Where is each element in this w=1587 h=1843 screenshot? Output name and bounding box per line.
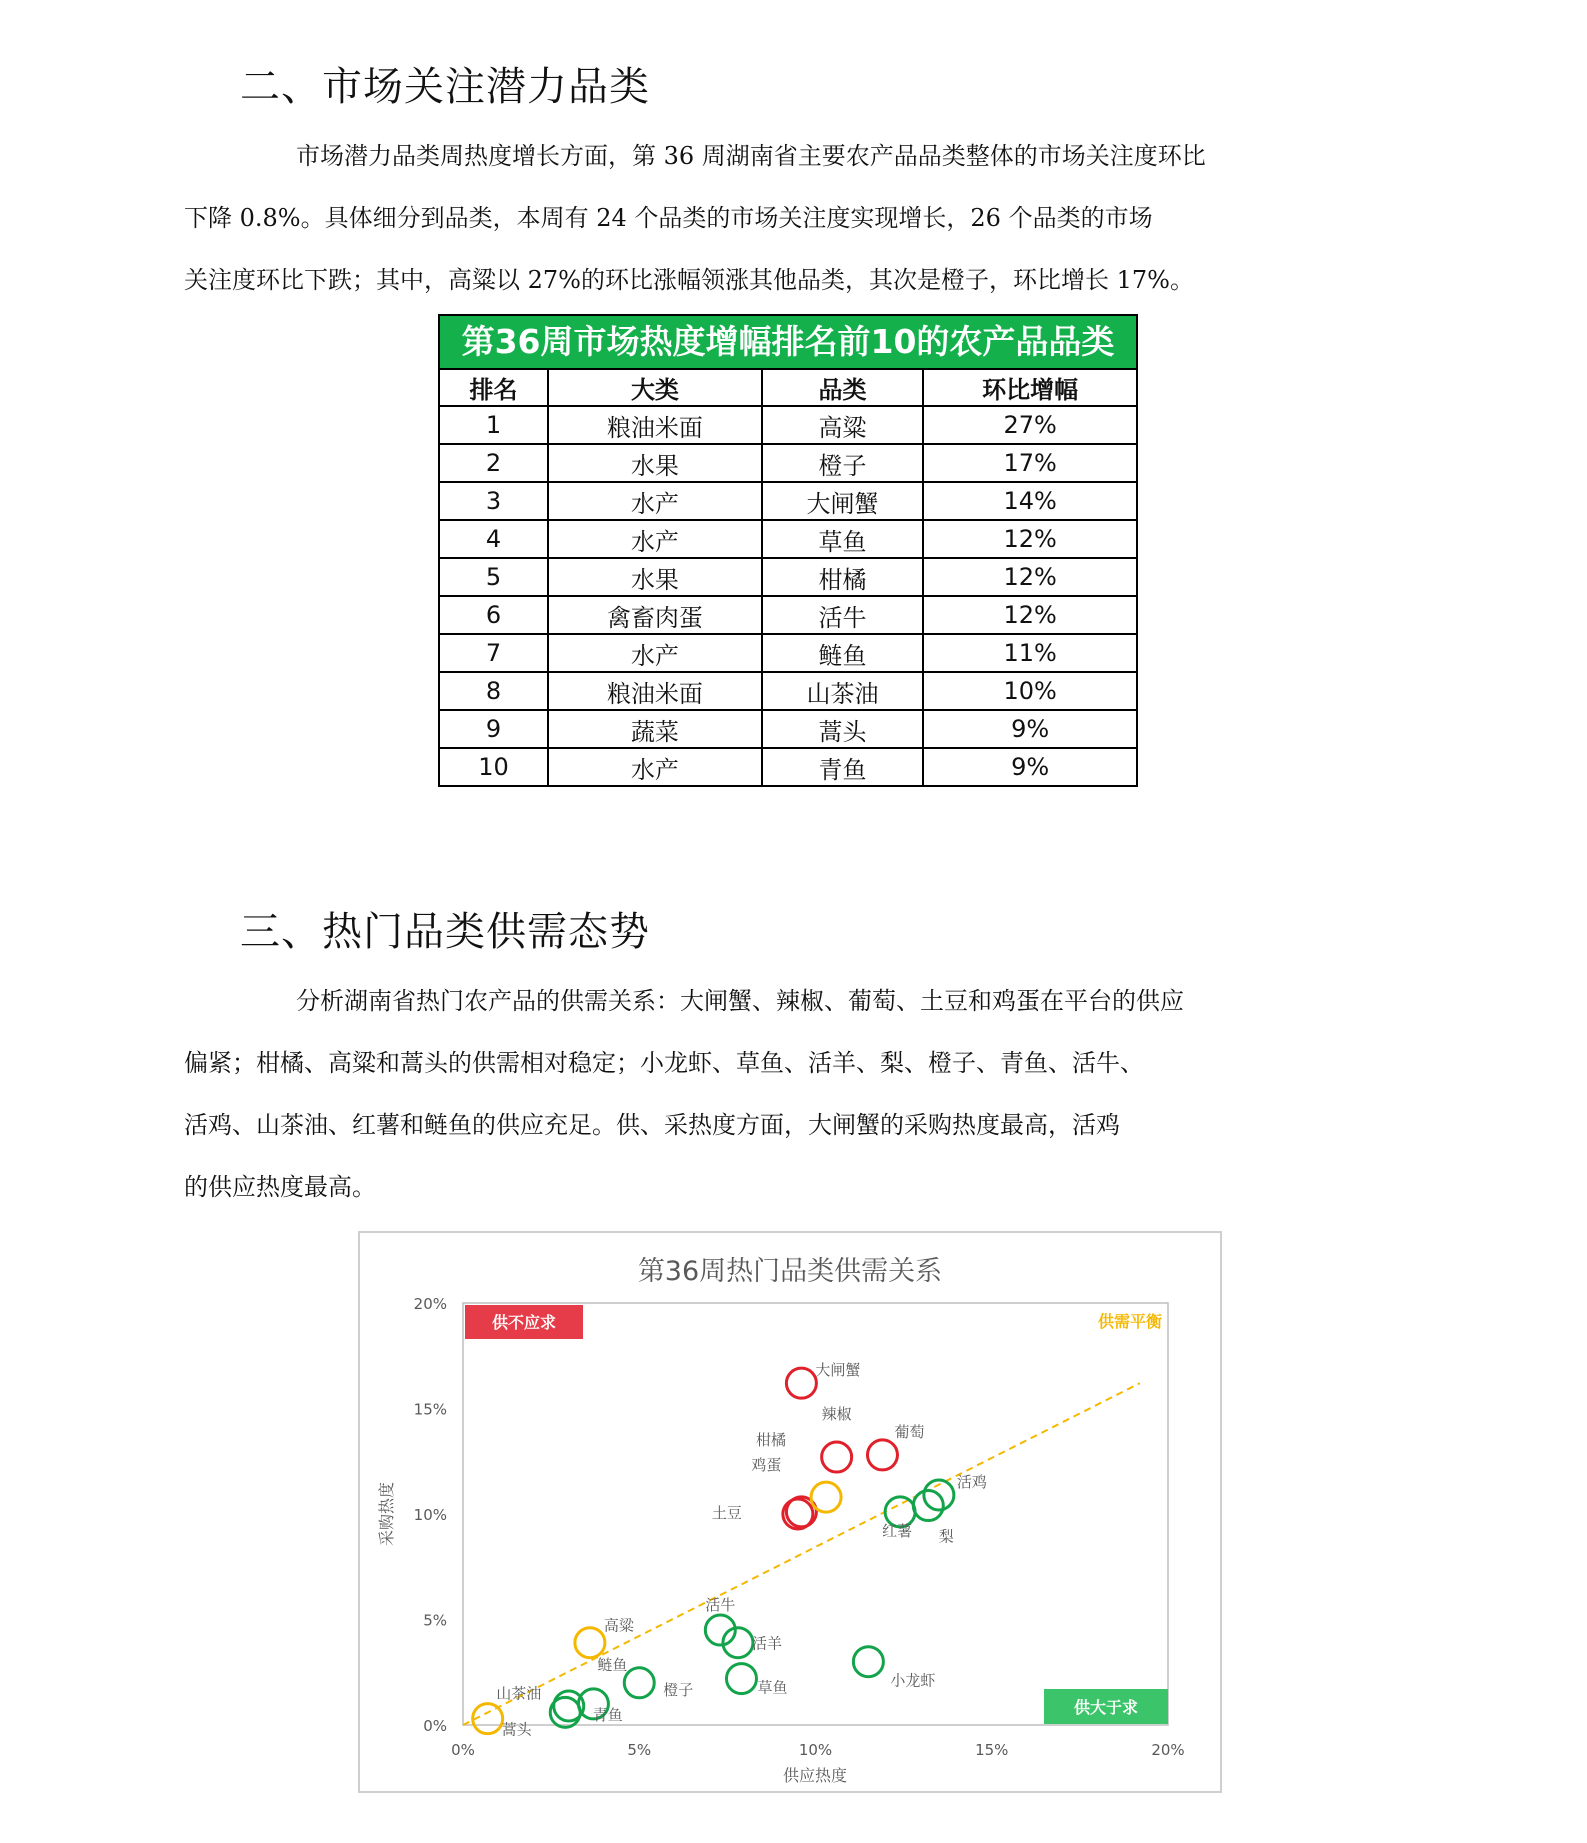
table-cell: 活牛 — [762, 596, 923, 634]
table-cell: 大闸蟹 — [762, 482, 923, 520]
scatter-point — [853, 1647, 883, 1677]
table-row — [439, 406, 1137, 444]
growth-table — [438, 368, 1138, 787]
table-row — [439, 634, 1137, 672]
table-row — [439, 748, 1137, 786]
surplus-badge-label: 供大于求 — [1073, 1698, 1139, 1717]
table-header: 品类 — [762, 369, 923, 406]
table-header-row — [439, 369, 1137, 406]
x-tick-label: 0% — [451, 1741, 475, 1759]
scatter-point — [575, 1628, 605, 1658]
x-tick-label: 10% — [798, 1741, 833, 1759]
table-cell: 水果 — [548, 558, 762, 596]
table-cell: 粮油米面 — [548, 672, 762, 710]
table-cell: 山茶油 — [762, 672, 923, 710]
table-cell: 禽畜肉蛋 — [548, 596, 762, 634]
y-tick-label: 15% — [413, 1400, 447, 1419]
table-row — [439, 482, 1137, 520]
table-row — [439, 710, 1137, 748]
table-cell: 1 — [439, 406, 548, 444]
paragraph-line: 下降 0.8%。具体细分到品类，本周有 24 个品类的市场关注度实现增长，26 个品类的市场 — [184, 204, 1153, 232]
section-paragraph-supply-demand — [184, 970, 1360, 1218]
point-label: 草鱼 — [757, 1678, 788, 1697]
x-tick-label: 15% — [975, 1741, 1009, 1759]
table-cell: 青鱼 — [762, 748, 923, 786]
table-cell: 高粱 — [762, 406, 923, 444]
paragraph-line: 偏紧；柑橘、高粱和蒿头的供需相对稳定；小龙虾、草鱼、活羊、梨、橙子、青鱼、活牛、 — [184, 1049, 1144, 1077]
table-cell: 草鱼 — [762, 520, 923, 558]
point-label: 红薯 — [882, 1521, 913, 1540]
table-cell: 2 — [439, 444, 548, 482]
shortage-badge-label: 供不应求 — [491, 1313, 557, 1332]
table-row — [439, 520, 1137, 558]
table-row — [439, 444, 1137, 482]
point-label: 鲢鱼 — [597, 1655, 628, 1674]
table-cell: 17% — [923, 444, 1137, 482]
table-cell: 9% — [923, 748, 1137, 786]
paragraph-line: 的供应热度最高。 — [184, 1173, 376, 1201]
table-cell: 10% — [923, 672, 1137, 710]
table-row — [439, 558, 1137, 596]
table-title: 第36周市场热度增幅排名前10的农产品品类 — [438, 314, 1138, 368]
point-label: 柑橘 — [756, 1431, 787, 1450]
table-cell: 柑橘 — [762, 558, 923, 596]
table-cell: 10 — [439, 748, 548, 786]
table-row — [439, 596, 1137, 634]
scatter-point — [811, 1482, 841, 1512]
table-cell: 水产 — [548, 748, 762, 786]
table-header: 大类 — [548, 369, 762, 406]
paragraph-line: 市场潜力品类周热度增长方面，第 36 周湖南省主要农产品品类整体的市场关注度环比 — [296, 142, 1206, 170]
table-cell: 粮油米面 — [548, 406, 762, 444]
table-cell: 蒿头 — [762, 710, 923, 748]
y-tick-label: 5% — [423, 1611, 447, 1630]
paragraph-line: 关注度环比下跌；其中，高粱以 27%的环比涨幅领涨其他品类，其次是橙子，环比增长 17%。 — [184, 266, 1194, 294]
table-cell: 6 — [439, 596, 548, 634]
table-cell: 水产 — [548, 520, 762, 558]
scatter-point — [786, 1368, 816, 1398]
table-cell: 27% — [923, 406, 1137, 444]
point-label: 土豆 — [711, 1504, 742, 1522]
table-cell: 4 — [439, 520, 548, 558]
section-heading-market-potential: 二、市场关注潜力品类 — [240, 64, 650, 110]
table-row — [439, 672, 1137, 710]
table-cell: 水果 — [548, 444, 762, 482]
table-header: 排名 — [439, 369, 548, 406]
scatter-point — [867, 1440, 897, 1470]
table-cell: 水产 — [548, 634, 762, 672]
point-label: 辣椒 — [821, 1405, 852, 1424]
x-tick-label: 20% — [1151, 1741, 1185, 1759]
table-cell: 水产 — [548, 482, 762, 520]
table-cell: 蔬菜 — [548, 710, 762, 748]
scatter-point — [726, 1664, 756, 1694]
point-label: 鸡蛋 — [751, 1455, 782, 1474]
table-cell: 14% — [923, 482, 1137, 520]
y-tick-label: 0% — [423, 1717, 447, 1735]
table-cell: 9% — [923, 710, 1137, 748]
section-paragraph-market-potential — [184, 125, 1360, 311]
point-label: 梨 — [938, 1527, 954, 1546]
point-label: 大闸蟹 — [815, 1361, 861, 1380]
table-cell: 12% — [923, 558, 1137, 596]
paragraph-line: 分析湖南省热门农产品的供需关系：大闸蟹、辣椒、葡萄、土豆和鸡蛋在平台的供应 — [296, 987, 1184, 1015]
x-tick-label: 5% — [627, 1741, 652, 1759]
chart-svg — [360, 1233, 1220, 1791]
supply-demand-chart — [358, 1231, 1222, 1793]
table-cell: 9 — [439, 710, 548, 748]
x-axis-label: 供应热度 — [782, 1766, 848, 1785]
paragraph-line: 活鸡、山茶油、红薯和鲢鱼的供应充足。供、采热度方面，大闸蟹的采购热度最高，活鸡 — [184, 1111, 1120, 1139]
table-cell: 8 — [439, 672, 548, 710]
y-axis-label: 采购热度 — [377, 1481, 396, 1547]
point-label: 葡萄 — [894, 1422, 925, 1441]
balance-line — [463, 1383, 1140, 1725]
y-tick-label: 10% — [413, 1506, 447, 1524]
table-cell: 鲢鱼 — [762, 634, 923, 672]
chart-title: 第36周热门品类供需关系 — [637, 1256, 943, 1287]
y-tick-label: 20% — [413, 1295, 447, 1313]
section-heading-supply-demand: 三、热门品类供需态势 — [240, 909, 650, 955]
point-label: 活羊 — [751, 1634, 782, 1653]
table-cell: 7 — [439, 634, 548, 672]
point-label: 蒿头 — [501, 1720, 532, 1739]
point-label: 活牛 — [705, 1596, 736, 1615]
scatter-point — [822, 1442, 852, 1472]
table-cell: 橙子 — [762, 444, 923, 482]
scatter-point — [624, 1668, 654, 1698]
balance-label: 供需平衡 — [1097, 1312, 1163, 1331]
point-label: 山茶油 — [496, 1684, 542, 1703]
point-label: 青鱼 — [592, 1706, 623, 1725]
top10-growth-table — [438, 314, 1138, 787]
point-label: 橙子 — [663, 1680, 694, 1699]
table-cell: 5 — [439, 558, 548, 596]
table-cell: 11% — [923, 634, 1137, 672]
table-cell: 12% — [923, 596, 1137, 634]
table-cell: 12% — [923, 520, 1137, 558]
table-cell: 3 — [439, 482, 548, 520]
table-header: 环比增幅 — [923, 369, 1137, 406]
point-label: 小龙虾 — [890, 1671, 936, 1690]
point-label: 高粱 — [603, 1616, 634, 1635]
point-label: 活鸡 — [956, 1473, 987, 1492]
